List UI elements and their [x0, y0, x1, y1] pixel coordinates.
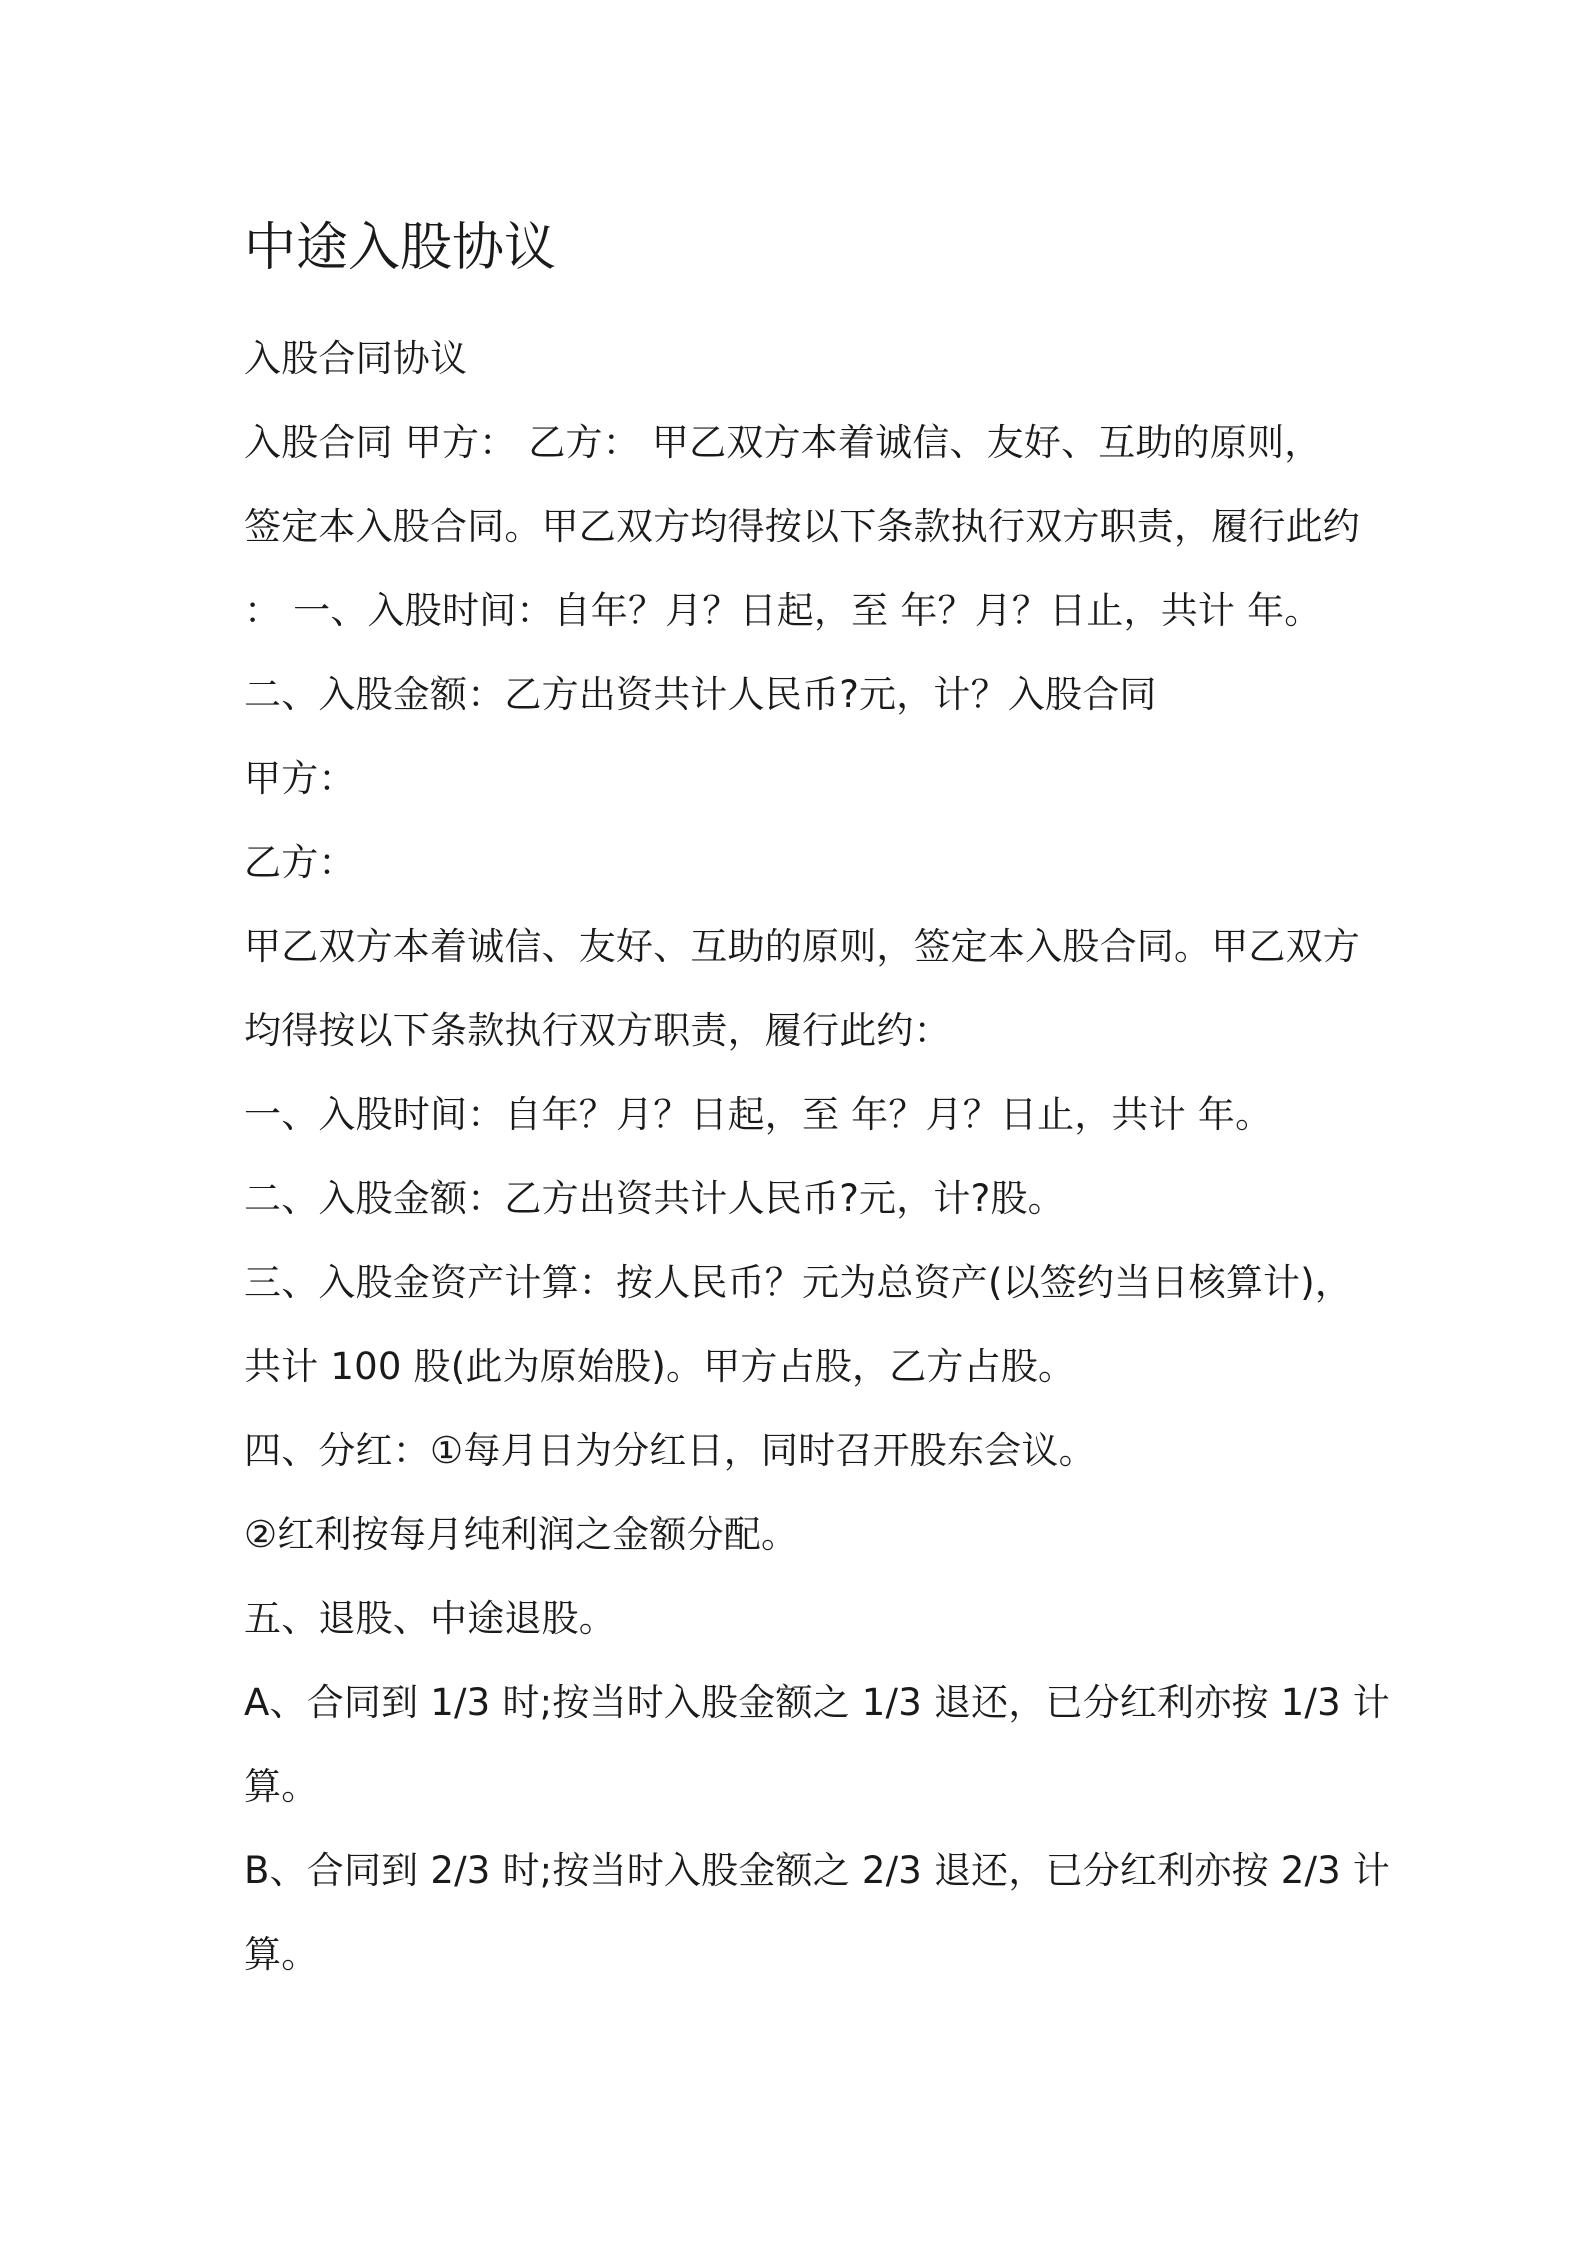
text-line: 五、退股、中途退股。 [244, 1597, 616, 1640]
text-line: 算。 [244, 1933, 319, 1976]
document-title: 中途入股协议 [244, 218, 557, 278]
text-line: A、合同到 1/3 时;按当时入股金额之 1/3 退还，已分红利亦按 1/3 计 [244, 1681, 1390, 1724]
text-line: 均得按以下条款执行双方职责，履行此约： [244, 1009, 951, 1052]
text-line: 二、入股金额：乙方出资共计人民币?元，计？入股合同 [244, 673, 1157, 716]
text-line: 一、入股时间：自年？月？日起，至 年？月？日止，共计 年。 [244, 1093, 1273, 1136]
text-line: 乙方： [244, 841, 356, 884]
text-line: 入股合同 甲方： 乙方： 甲乙双方本着诚信、友好、互助的原则， [244, 421, 1322, 464]
text-line: 共计 100 股(此为原始股)。甲方占股，乙方占股。 [244, 1345, 1076, 1388]
text-line: 三、入股金资产计算：按人民币？元为总资产(以签约当日核算计)， [244, 1261, 1353, 1304]
text-line: ： 一、入股时间：自年？月？日起，至 年？月？日止，共计 年。 [244, 589, 1322, 632]
text-line: 四、分红：①每月日为分红日，同时召开股东会议。 [244, 1429, 1096, 1472]
text-line: 入股合同协议 [244, 337, 468, 380]
text-line: 签定本入股合同。甲乙双方均得按以下条款执行双方职责，履行此约 [244, 505, 1360, 548]
text-line: B、合同到 2/3 时;按当时入股金额之 2/3 退还，已分红利亦按 2/3 计 [244, 1849, 1391, 1892]
text-line: ②红利按每月纯利润之金额分配。 [244, 1513, 799, 1556]
text-line: 甲乙双方本着诚信、友好、互助的原则，签定本入股合同。甲乙双方 [244, 925, 1360, 968]
text-line: 算。 [244, 1765, 319, 1808]
document-body [244, 212, 1391, 1997]
text-line: 二、入股金额：乙方出资共计人民币?元，计?股。 [244, 1177, 1065, 1220]
text-line: 甲方： [244, 757, 356, 800]
